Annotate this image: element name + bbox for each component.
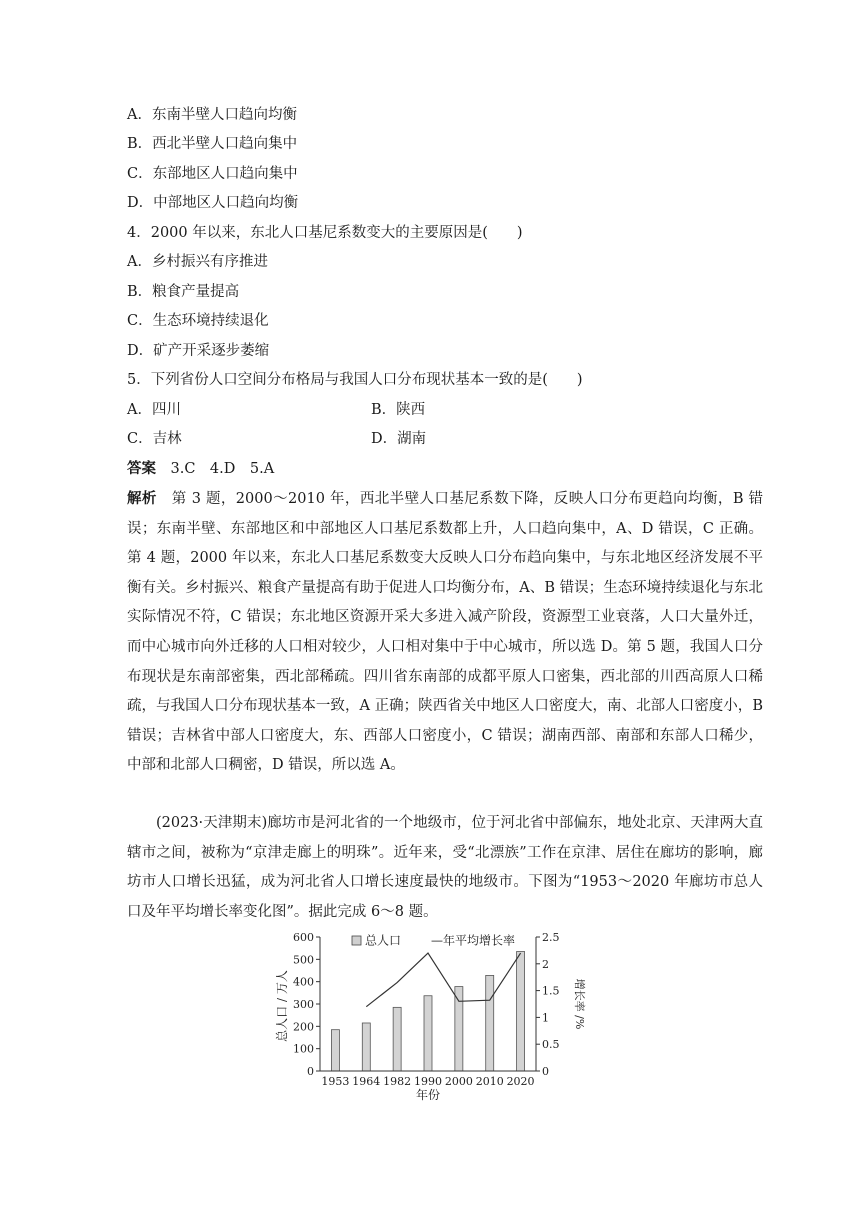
y-right-axis-label: 增长率 /% <box>573 978 586 1030</box>
q4-stem: 4．2000 年以来，东北人口基尼系数变大的主要原因是( ) <box>127 225 523 241</box>
x-tick-label: 2000 <box>444 1075 473 1088</box>
x-tick-label: 1990 <box>414 1075 442 1088</box>
left-tick-label: 600 <box>293 931 314 944</box>
bars <box>331 952 524 1071</box>
analysis-text: 第 3 题，2000～2010 年，西北半壁人口基尼系数下降，反映人口分布更趋向均衡，B 错误；东南半壁、东部地区和中部地区人口基尼系数都上升，人口趋向集中，A、D 错误，C 正确。第 4 题，2000 年以来，东北人口基尼系数变大反映人口分布趋向集中，与东北地区经济发展不平衡有关。乡村振兴、粮食产量提高有助于促进人口均衡分布，A、B 错误；生态环境持续退化与东北实际情况不符，C 错误；东北地区资源开采大多进入减产阶段，资源型工业衰落，人口大量外迁，而中心城市向外迁移的人口相对较少，人口相对集中于中心城市，所以选 D。第 5 题，我国人口分布现状是东南部密集，西北部稀疏。四川省东南部的成都平原人口密集，西北部的川西高原人口稀疏，与我国人口分布现状基本一致，A 正确；陕西省关中地区人口密度大，南、北部人口密度小，B 错误；吉林省中部人口密度大，东、西部人口密度小，C 错误；湖南西部、南部和东部人口稀少，中部和北部人口稠密，D 错误，所以选 A。 <box>127 491 763 774</box>
population-chart <box>268 926 588 1106</box>
q3-option-a: A．东南半壁人口趋向均衡 <box>127 107 297 123</box>
x-axis <box>321 1075 534 1088</box>
answer-text: 3.C 4.D 5.A <box>170 461 275 477</box>
growth-rate-line <box>366 953 520 1007</box>
left-tick-label: 0 <box>307 1065 314 1078</box>
legend-line-label: —年平均增长率 <box>431 933 516 948</box>
left-tick-label: 200 <box>293 1020 314 1034</box>
q4-option-c: C．生态环境持续退化 <box>127 313 269 329</box>
x-tick-label: 2020 <box>506 1075 535 1088</box>
left-axis <box>293 931 320 1078</box>
left-tick-label: 400 <box>293 975 314 989</box>
passage: (2023·天津期末)廊坊市是河北省的一个地级市，位于河北省中部偏东，地处北京、天津两大直辖市之间，被称为“京津走廊上的明珠”。近年来，受“北漂族”工作在京津、居住在廊坊的影响，廊坊市人口增长迅猛，成为河北省人口增长速度最快的地级市。下图为“1953～2020 年廊坊市总人口及年平均增长率变化图”。据此完成 6～8 题。 <box>127 815 763 920</box>
q5-option-d: D．湖南 <box>371 431 427 447</box>
right-tick-label: 1.5 <box>542 984 560 998</box>
right-axis <box>536 931 560 1078</box>
answer-label: 答案 <box>127 460 156 477</box>
population-bar <box>362 1023 370 1071</box>
left-tick-label: 300 <box>293 998 314 1011</box>
q3-option-d: D．中部地区人口趋向均衡 <box>127 195 299 211</box>
x-axis-label: 年份 <box>415 1088 441 1102</box>
q4-option-d: D．矿产开采逐步萎缩 <box>127 343 270 359</box>
population-bar <box>517 952 525 1071</box>
right-tick-label: 1 <box>542 1011 549 1025</box>
population-bar <box>424 996 432 1071</box>
analysis-block <box>127 484 763 781</box>
q4-option-b: B．粮食产量提高 <box>127 284 240 300</box>
x-tick-label: 2010 <box>475 1075 504 1088</box>
left-tick-label: 500 <box>293 953 314 967</box>
right-tick-label: 2.5 <box>542 931 560 944</box>
q5-option-a: A．四川 <box>127 402 181 418</box>
x-tick-label: 1953 <box>321 1075 350 1088</box>
population-bar <box>331 1030 339 1071</box>
legend-bar-swatch <box>352 936 361 945</box>
right-tick-label: 0 <box>542 1065 549 1078</box>
legend-bar-label: 总人口 <box>365 933 402 948</box>
q3-option-b: B．西北半壁人口趋向集中 <box>127 136 298 152</box>
analysis-gap <box>157 491 172 507</box>
q3-option-c: C．东部地区人口趋向集中 <box>127 166 298 182</box>
q5-option-b: B．陕西 <box>371 402 426 418</box>
x-tick-label: 1982 <box>383 1075 412 1088</box>
right-tick-label: 2 <box>542 957 549 971</box>
answer-gap <box>156 461 171 477</box>
q4-option-a: A．乡村振兴有序推进 <box>127 254 268 270</box>
left-tick-label: 100 <box>293 1042 314 1056</box>
y-axis-label: 总人口 / 万人 <box>275 970 289 1042</box>
analysis-label: 解析 <box>127 490 157 507</box>
population-bar <box>393 1007 401 1071</box>
answer-line <box>127 459 274 479</box>
x-tick-label: 1964 <box>352 1075 381 1088</box>
right-tick-label: 0.5 <box>542 1038 560 1052</box>
q5-option-c: C．吉林 <box>127 431 182 447</box>
population-bar <box>486 975 494 1071</box>
population-bar <box>455 987 463 1071</box>
q5-stem: 5．下列省份人口空间分布格局与我国人口分布现状基本一致的是( ) <box>127 372 583 388</box>
